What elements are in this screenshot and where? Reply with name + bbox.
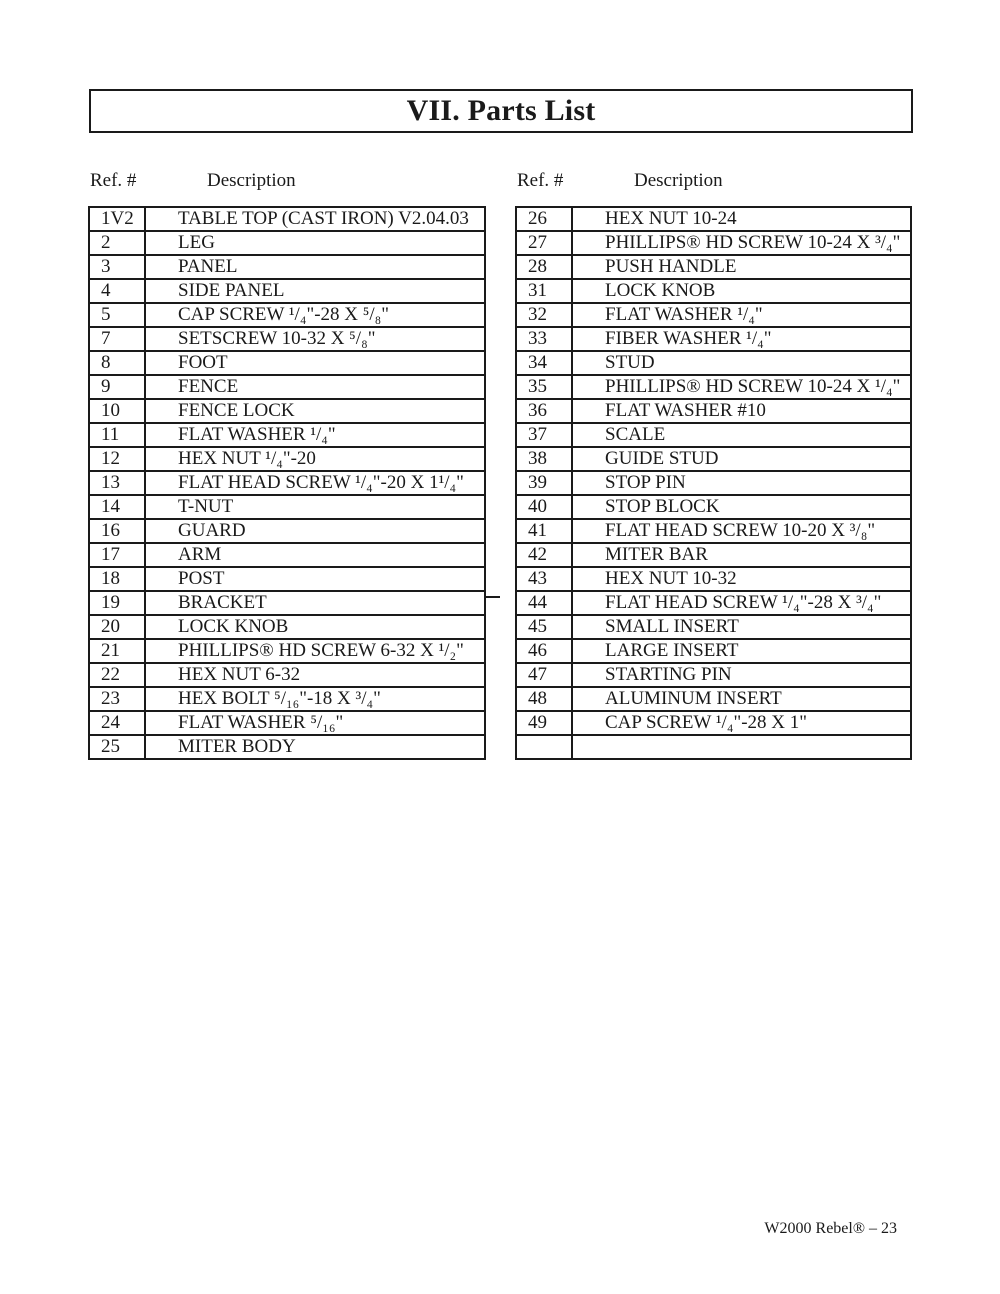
part-description-cell: SMALL INSERT [572, 615, 911, 639]
part-description-cell: ALUMINUM INSERT [572, 687, 911, 711]
table-row [516, 567, 911, 591]
part-ref-cell: 49 [516, 711, 572, 735]
part-description-cell: LARGE INSERT [572, 639, 911, 663]
table-row [516, 303, 911, 327]
table-row [89, 735, 485, 759]
part-ref-cell: 26 [516, 207, 572, 231]
part-ref-cell: 45 [516, 615, 572, 639]
table-row [516, 351, 911, 375]
table-row [89, 447, 485, 471]
table-row [89, 279, 485, 303]
part-description-cell: SETSCREW 10-32 X ⁵/₈" [145, 327, 485, 351]
part-ref-cell: 23 [89, 687, 145, 711]
part-description-cell: ARM [145, 543, 485, 567]
table-row [89, 399, 485, 423]
table-row [89, 495, 485, 519]
table-row [516, 615, 911, 639]
table-row [516, 687, 911, 711]
table-row [89, 615, 485, 639]
part-description-cell: HEX NUT 6-32 [145, 663, 485, 687]
table-row [516, 375, 911, 399]
part-ref-cell: 28 [516, 255, 572, 279]
part-description-cell: GUIDE STUD [572, 447, 911, 471]
table-row [89, 519, 485, 543]
table-row [89, 327, 485, 351]
part-ref-cell: 31 [516, 279, 572, 303]
part-ref-cell: 21 [89, 639, 145, 663]
table-row [89, 591, 485, 615]
table-row [516, 519, 911, 543]
table-row [89, 639, 485, 663]
part-description-cell: FENCE LOCK [145, 399, 485, 423]
table-row [516, 735, 911, 759]
part-ref-cell: 41 [516, 519, 572, 543]
part-description-cell: POST [145, 567, 485, 591]
part-description-cell: STOP BLOCK [572, 495, 911, 519]
table-row [516, 255, 911, 279]
part-description-cell: FENCE [145, 375, 485, 399]
table-row [516, 423, 911, 447]
part-ref-cell: 37 [516, 423, 572, 447]
part-description-cell: PHILLIPS® HD SCREW 10-24 X ¹/₄" [572, 375, 911, 399]
part-description-cell: GUARD [145, 519, 485, 543]
part-ref-cell: 12 [89, 447, 145, 471]
table-row [516, 207, 911, 231]
left-ref-header: Ref. # [90, 170, 137, 191]
part-description-cell: BRACKET [145, 591, 485, 615]
part-description-cell: FLAT WASHER ¹/₄" [145, 423, 485, 447]
part-ref-cell: 39 [516, 471, 572, 495]
part-ref-cell: 22 [89, 663, 145, 687]
part-ref-cell: 38 [516, 447, 572, 471]
part-ref-cell: 33 [516, 327, 572, 351]
part-ref-cell: 14 [89, 495, 145, 519]
part-description-cell: FLAT WASHER #10 [572, 399, 911, 423]
table-row [516, 591, 911, 615]
right-ref-header: Ref. # [517, 170, 564, 191]
part-description-cell: T-NUT [145, 495, 485, 519]
part-ref-cell: 2 [89, 231, 145, 255]
parts-table-left [88, 206, 486, 760]
page-title: VII. Parts List [406, 94, 596, 127]
part-description-cell: HEX NUT ¹/₄"-20 [145, 447, 485, 471]
part-description-cell: HEX NUT 10-24 [572, 207, 911, 231]
table-row [516, 327, 911, 351]
part-description-cell: PUSH HANDLE [572, 255, 911, 279]
part-description-cell: PHILLIPS® HD SCREW 10-24 X ³/₄" [572, 231, 911, 255]
part-ref-cell: 1V2 [89, 207, 145, 231]
part-ref-cell: 48 [516, 687, 572, 711]
part-ref-cell: 16 [89, 519, 145, 543]
part-ref-cell: 4 [89, 279, 145, 303]
table-row [516, 543, 911, 567]
table-row [516, 711, 911, 735]
part-ref-cell: 24 [89, 711, 145, 735]
table-row [89, 687, 485, 711]
part-ref-cell: 32 [516, 303, 572, 327]
part-description-cell: LOCK KNOB [572, 279, 911, 303]
part-ref-cell: 8 [89, 351, 145, 375]
part-description-cell: MITER BAR [572, 543, 911, 567]
table-row [89, 471, 485, 495]
part-description-cell: CAP SCREW ¹/₄"-28 X ⁵/₈" [145, 303, 485, 327]
table-row [89, 711, 485, 735]
part-ref-cell: 46 [516, 639, 572, 663]
part-ref-cell: 42 [516, 543, 572, 567]
table-row [89, 255, 485, 279]
part-ref-cell: 10 [89, 399, 145, 423]
part-ref-cell: 35 [516, 375, 572, 399]
part-ref-cell: 43 [516, 567, 572, 591]
table-row [516, 663, 911, 687]
part-ref-cell: 36 [516, 399, 572, 423]
part-ref-cell: 47 [516, 663, 572, 687]
right-description-header: Description [634, 170, 723, 191]
table-row [516, 231, 911, 255]
part-ref-cell: 40 [516, 495, 572, 519]
table-divider-mark [486, 596, 500, 598]
part-description-cell: PANEL [145, 255, 485, 279]
table-row [516, 495, 911, 519]
table-row [89, 231, 485, 255]
table-row [89, 375, 485, 399]
part-description-cell: CAP SCREW ¹/₄"-28 X 1" [572, 711, 911, 735]
part-ref-cell: 34 [516, 351, 572, 375]
part-ref-cell: 44 [516, 591, 572, 615]
part-description-cell: HEX NUT 10-32 [572, 567, 911, 591]
part-description-cell: SIDE PANEL [145, 279, 485, 303]
part-description-cell: LEG [145, 231, 485, 255]
part-description-cell: FLAT HEAD SCREW ¹/₄"-28 X ³/₄" [572, 591, 911, 615]
part-description-cell: FIBER WASHER ¹/₄" [572, 327, 911, 351]
page-footer: W2000 Rebel® – 23 [764, 1220, 897, 1237]
part-ref-cell: 11 [89, 423, 145, 447]
table-row [89, 567, 485, 591]
part-description-cell: HEX BOLT ⁵/₁₆"-18 X ³/₄" [145, 687, 485, 711]
part-description-cell: STOP PIN [572, 471, 911, 495]
part-description-cell: LOCK KNOB [145, 615, 485, 639]
part-ref-cell: 18 [89, 567, 145, 591]
part-ref-cell: 27 [516, 231, 572, 255]
table-row [89, 207, 485, 231]
table-row [516, 279, 911, 303]
part-description-cell: STUD [572, 351, 911, 375]
table-row [516, 447, 911, 471]
table-row [89, 351, 485, 375]
part-description-cell: FLAT WASHER ⁵/₁₆" [145, 711, 485, 735]
part-description-cell: FOOT [145, 351, 485, 375]
part-ref-cell: 17 [89, 543, 145, 567]
table-row [89, 543, 485, 567]
part-ref-cell: 19 [89, 591, 145, 615]
part-description-cell: STARTING PIN [572, 663, 911, 687]
part-description-cell: MITER BODY [145, 735, 485, 759]
part-description-cell: PHILLIPS® HD SCREW 6-32 X ¹/₂" [145, 639, 485, 663]
table-row [516, 471, 911, 495]
part-ref-cell [516, 735, 572, 759]
part-ref-cell: 3 [89, 255, 145, 279]
parts-table-right [515, 206, 912, 760]
part-ref-cell: 7 [89, 327, 145, 351]
part-ref-cell: 13 [89, 471, 145, 495]
part-ref-cell: 5 [89, 303, 145, 327]
part-ref-cell: 25 [89, 735, 145, 759]
title-box [89, 89, 913, 133]
part-description-cell: FLAT HEAD SCREW ¹/₄"-20 X 1¹/₄" [145, 471, 485, 495]
part-description-cell: FLAT HEAD SCREW 10-20 X ³/₈" [572, 519, 911, 543]
part-description-cell [572, 735, 911, 759]
table-row [89, 423, 485, 447]
table-row [89, 303, 485, 327]
left-description-header: Description [207, 170, 296, 191]
part-ref-cell: 20 [89, 615, 145, 639]
table-row [516, 639, 911, 663]
part-ref-cell: 9 [89, 375, 145, 399]
part-description-cell: TABLE TOP (CAST IRON) V2.04.03 [145, 207, 485, 231]
table-row [89, 663, 485, 687]
part-description-cell: SCALE [572, 423, 911, 447]
part-description-cell: FLAT WASHER ¹/₄" [572, 303, 911, 327]
table-row [516, 399, 911, 423]
